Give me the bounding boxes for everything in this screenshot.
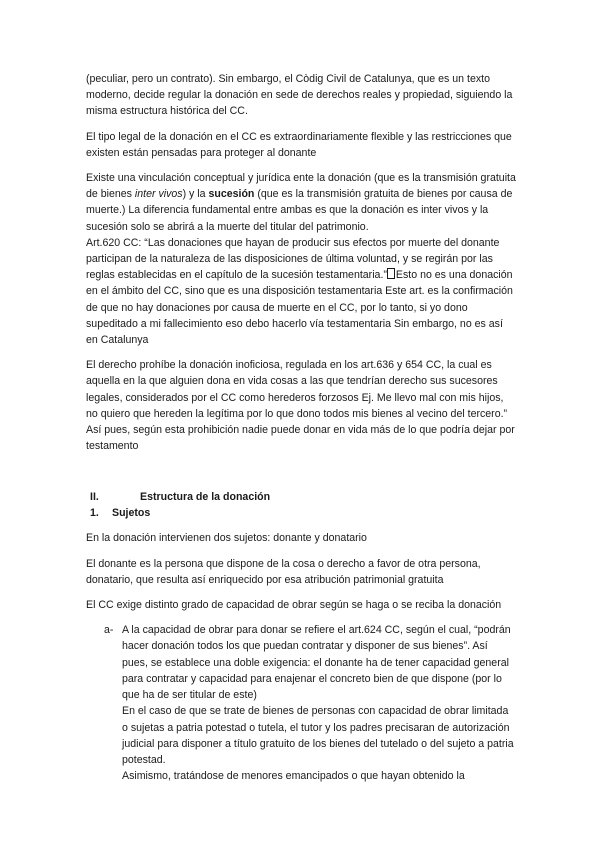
paragraph-3 — [86, 170, 516, 235]
paragraph-4-quote: Art.620 CC: “Las donaciones que hayan de producir sus efectos por muerte del donante participan de la naturaleza de las disposiciones de última voluntad, y se regirán por las reglas establecidas en el capítulo de la sucesión testamentaria.” — [86, 236, 500, 282]
paragraph-4-text: Esto no es una donación en el ámbito del CC, sino que es una disposición testamentaria Este art. es la confirmación de que no hay donaciones por causa de muerte en el CC, por lo tanto, si yo dono supeditado a mi fallecimiento eso debo hacerlo vía testamentaria Sin embargo, no es así en Catalunya — [86, 269, 513, 347]
section-number: II. — [90, 491, 99, 504]
list-item-content — [122, 622, 516, 784]
paragraph-3-text-c: (que es la transmisión gratuita de bienes por causa de muerte.) La diferencia fundamental entre ambas es que la donación es inter vivos y la sucesión solo se abrirá a la muerte del titular del patrimonio. — [86, 188, 513, 233]
paragraph-8: El CC exige distinto grado de capacidad de obrar según se haga o se reciba la donación — [86, 599, 502, 612]
list-item — [86, 622, 516, 784]
list-item-text-2: En el caso de que se trate de bienes de personas con capacidad de obrar limitada o sujetas a patria potestad o tutela, el tutor y los padres precisaran de autorización judicial para disponer a título gratuito de los bienes del tutelado o del sujeto a patria potestad. — [122, 705, 514, 766]
document-page — [86, 71, 516, 784]
paragraph-5: El derecho prohíbe la donación inoficiosa, regulada en los art.636 y 654 CC, la cual es aquella en la que alguien dona en vida cosas a las que tendrían derecho sus sucesores legales, considerados por el CC como herederos forzosos Ej. Me llevo mal con mis hijos, no quiero que hereden la legítima por lo que dono todos mis bienes al vecino del tercero.” Así pues, según esta prohibición nadie puede donar en vida más de lo que podría dejar por testamento — [86, 359, 515, 453]
paragraph-1: (peculiar, pero un contrato). Sin embargo, el Còdig Civil de Catalunya, que es un texto moderno, decide regular la donación en sede de derechos reales y propiedad, siguiendo la misma estructura histórica del CC. — [86, 73, 513, 118]
paragraph-2: El tipo legal de la donación en el CC es extraordinariamente flexible y las restricciones que existen están pensadas para proteger al donante — [86, 130, 512, 159]
subsection-heading — [86, 505, 516, 521]
list-marker: a- — [104, 624, 114, 637]
paragraph-7: El donante es la persona que dispone de la cosa o derecho a favor de otra persona, donatario, que resulta así enriquecido por esa atribución patrimonial gratuita — [86, 557, 481, 586]
arrow-symbol-icon — [387, 268, 395, 279]
paragraph-4 — [86, 235, 516, 348]
section-title: Estructura de la donación — [140, 491, 271, 504]
spacer — [86, 463, 516, 489]
subsection-number: 1. — [90, 507, 99, 520]
paragraph-3-text-b: ) y la — [182, 188, 209, 201]
paragraph-6: En la donación intervienen dos sujetos: donante y donatario — [86, 532, 367, 545]
paragraph-3-italic: inter vivos — [134, 188, 183, 201]
subsection-title: Sujetos — [112, 507, 151, 520]
section-heading — [86, 489, 516, 505]
paragraph-3-text-a: Existe una vinculación conceptual y jurídica ente la donación (que es la transmisión gratuita de bienes — [86, 172, 516, 201]
paragraph-3-bold: sucesión — [208, 188, 255, 201]
list-item-text-3: Asimismo, tratándose de menores emancipados o que hayan obtenido la — [122, 770, 465, 783]
list-item-text-1: A la capacidad de obrar para donar se refiere el art.624 CC, según el cual, “podrán hacer donación todos los que puedan contratar y disponer de sus bienes”. Así pues, se establece una doble exigencia: el donante ha de tener capacidad general para contratar y capacidad para enajenar el concreto bien de que dispone (por lo que ha de ser titular de este) — [122, 624, 511, 702]
